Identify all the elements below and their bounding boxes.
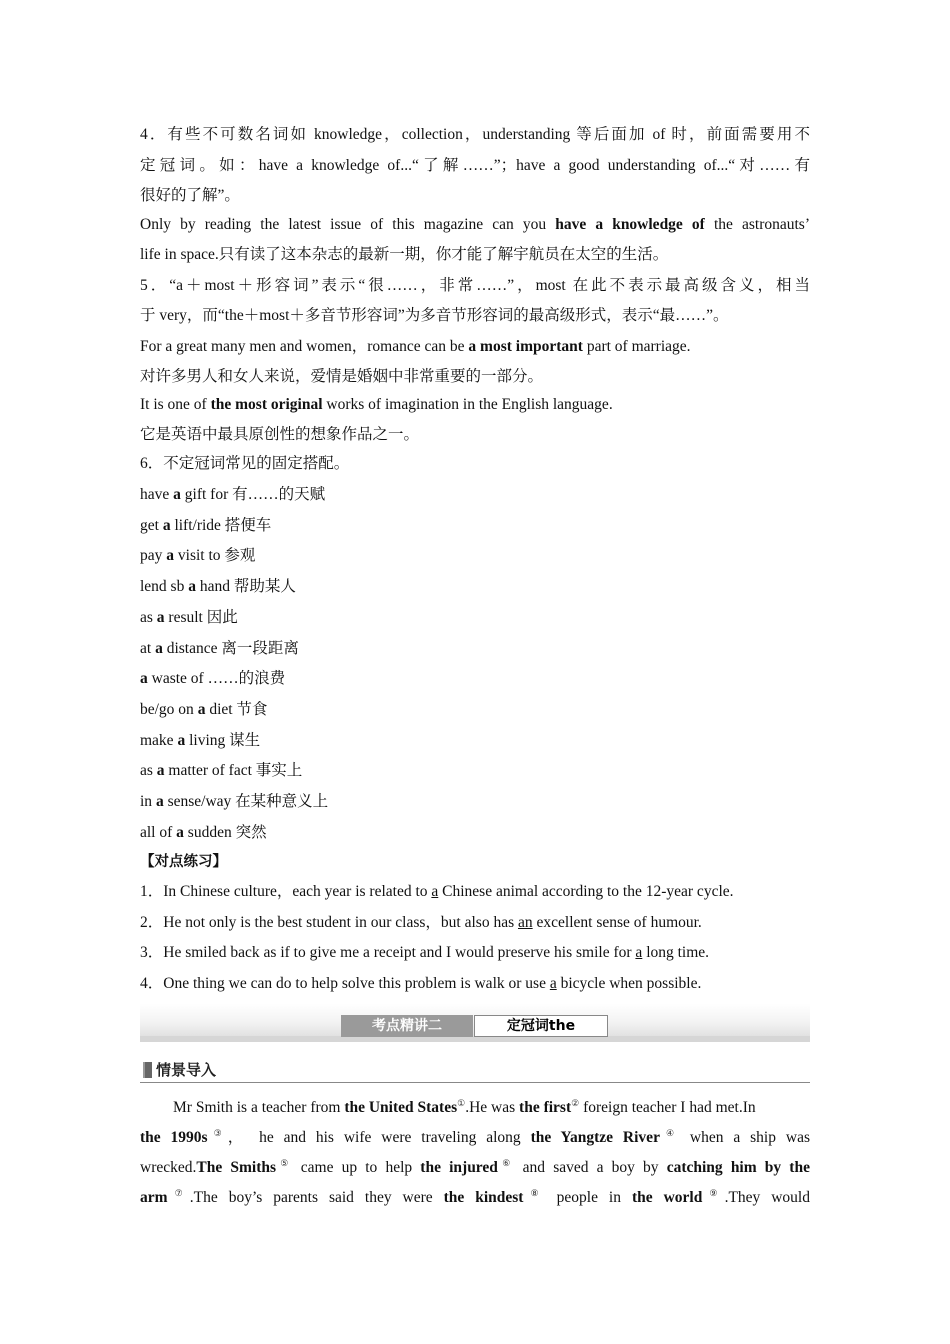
banner-tab-left: 考点精讲二 xyxy=(341,1015,473,1037)
item5-example1: For a great many men and women，romance can be a most important part of marriage. xyxy=(140,338,691,355)
phrase-item: a waste of ……的浪费 xyxy=(140,670,286,688)
item4-example: Only by reading the latest issue of this magazine can you have a knowledge of the astronauts’ xyxy=(140,216,810,233)
section-marker-icon xyxy=(143,1062,152,1078)
phrase-item: pay a visit to 参观 xyxy=(140,547,256,565)
section-title: 情景导入 xyxy=(156,1061,217,1079)
item5-line2: 于 very，而“the＋most＋多音节形容词”为多音节形容词的最高级形式，表示“最……”。 xyxy=(140,307,729,324)
item4-line1: 4．有些不可数名词如 knowledge，collection，understanding 等后面加 of 时，前面需要用不 xyxy=(140,126,810,143)
item4-example-line2: life in space.只有读了这本杂志的最新一期，你才能了解宇航员在太空的生活。 xyxy=(140,246,669,263)
answer-blank: a xyxy=(549,975,557,993)
phrase-item: in a sense/way 在某种意义上 xyxy=(140,793,329,810)
answer-blank: a xyxy=(635,944,643,962)
item5-example2: It is one of the most original works of imagination in the English language. xyxy=(140,396,613,413)
item5-example2-translation: 它是英语中最具原创性的想象作品之一。 xyxy=(140,426,420,443)
practice-heading: 【对点练习】 xyxy=(140,854,227,870)
phrase-item: as a result 因此 xyxy=(140,608,238,626)
item4-line2: 定冠词。如：have a knowledge of...“了解……”；have a good understanding of...“对……有 xyxy=(140,157,810,174)
answer-blank: an xyxy=(518,913,533,931)
item4-line3: 很好的了解”。 xyxy=(140,187,240,204)
passage-line4: arm⑦.The boy’s parents said they were the kindest⑧ people in the world⑨.They would xyxy=(140,1188,810,1206)
item5-line1: 5．“a＋most＋形容词”表示“很……，非常……”，most 在此不表示最高级含义，相当 xyxy=(140,277,810,294)
phrase-item: have a gift for 有……的天赋 xyxy=(140,486,326,503)
practice-item: 3．He smiled back as if to give me a receipt and I would preserve his smile for a long time. xyxy=(140,944,710,962)
item5-example1-translation: 对许多男人和女人来说，爱情是婚姻中非常重要的一部分。 xyxy=(140,368,544,385)
banner-tab-right: 定冠词the xyxy=(474,1015,608,1037)
practice-item: 1．In Chinese culture，each year is related to a Chinese animal according to the 12-year cycle. xyxy=(140,883,734,900)
phrase-item: lend sb a hand 帮助某人 xyxy=(140,578,296,596)
section-heading xyxy=(140,1058,810,1083)
answer-blank: a xyxy=(431,883,439,900)
practice-item: 4．One thing we can do to help solve this problem is walk or use a bicycle when possible. xyxy=(140,975,702,993)
passage-line1: Mr Smith is a teacher from the United States①.He was the first② foreign teacher I had met.In xyxy=(173,1098,756,1116)
phrase-item: as a matter of fact 事实上 xyxy=(140,762,303,780)
passage-line2: the 1990s③， he and his wife were traveling along the Yangtze River④ when a ship was xyxy=(140,1128,810,1146)
phrase-item: at a distance 离一段距离 xyxy=(140,639,299,657)
phrase-item: all of a sudden 突然 xyxy=(140,823,267,841)
passage-line3: wrecked.The Smiths⑤ came up to help the injured⑥ and saved a boy by catching him by the xyxy=(140,1158,810,1176)
practice-item: 2．He not only is the best student in our class，but also has an excellent sense of humour. xyxy=(140,913,702,931)
phrase-item: make a living 谋生 xyxy=(140,731,261,749)
phrase-item: get a lift/ride 搭便车 xyxy=(140,516,272,534)
phrase-item: be/go on a diet 节食 xyxy=(140,700,268,718)
item6-title: 6．不定冠词常见的固定搭配。 xyxy=(140,455,350,472)
